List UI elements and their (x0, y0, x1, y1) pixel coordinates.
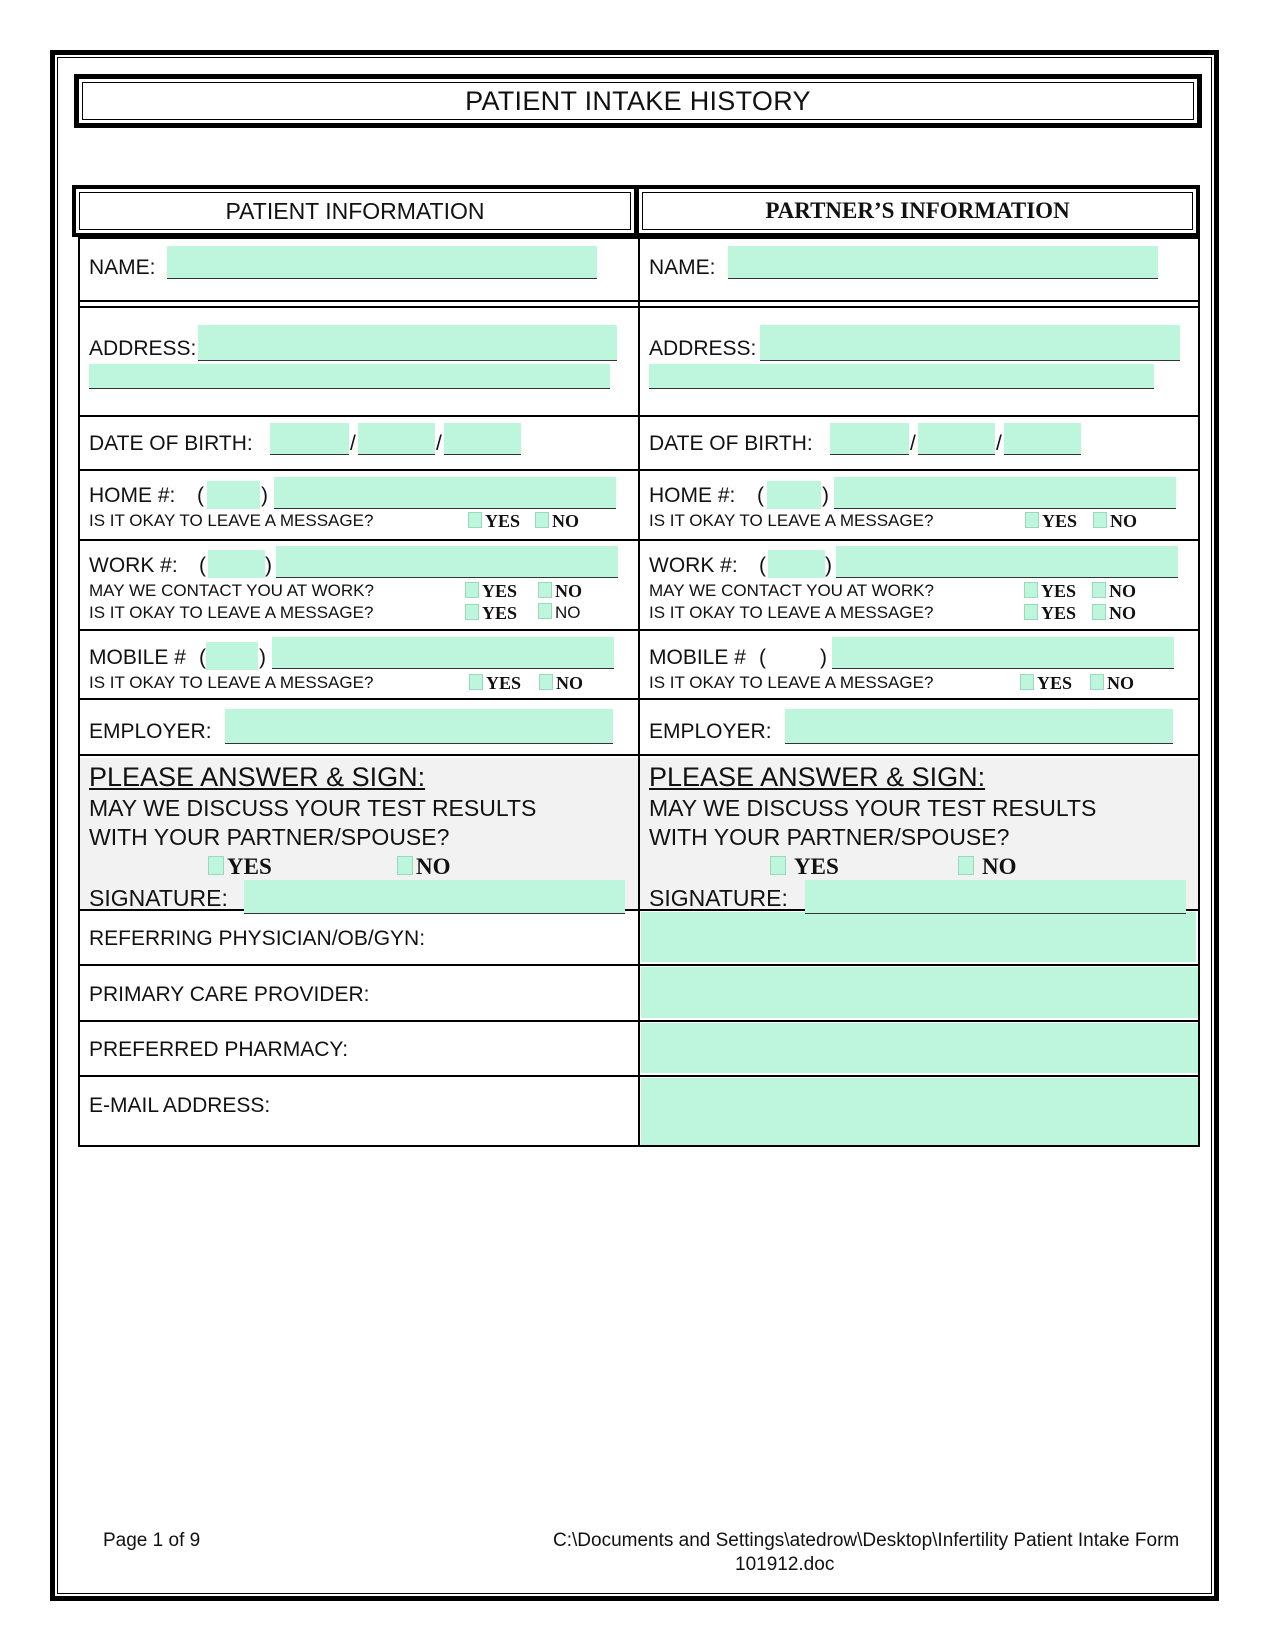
close-paren: ) (825, 554, 832, 577)
patient-address-field-2[interactable] (89, 364, 610, 389)
partner-mobile-label: MOBILE # (649, 646, 746, 669)
yes-label: YES (227, 854, 272, 879)
patient-address-label: ADDRESS: (89, 337, 197, 360)
checkbox-icon[interactable] (958, 856, 974, 875)
partner-discuss-line1: MAY WE DISCUSS YOUR TEST RESULTS (649, 795, 1097, 821)
patient-work-area-code[interactable] (208, 550, 265, 578)
patient-work-number[interactable] (276, 546, 618, 578)
partner-home-area-code[interactable] (767, 481, 821, 509)
checkbox-icon[interactable] (208, 856, 224, 875)
patient-discuss-line2: WITH YOUR PARTNER/SPOUSE? (89, 824, 450, 850)
partner-mobile-yes[interactable] (1020, 673, 1072, 694)
partner-signature-label: SIGNATURE: (649, 885, 788, 911)
checkbox-icon[interactable] (397, 856, 413, 875)
dob-separator: / (910, 432, 916, 455)
patient-contact-work-yes[interactable] (465, 581, 517, 602)
row-divider (78, 539, 1200, 541)
checkbox-icon[interactable] (468, 512, 482, 528)
partner-address-field-1[interactable] (760, 325, 1180, 361)
partner-home-no[interactable] (1093, 511, 1137, 532)
leave-message-question: IS IT OKAY TO LEAVE A MESSAGE? (89, 511, 374, 530)
patient-employer-field[interactable] (225, 709, 613, 744)
column-divider (638, 237, 640, 1147)
checkbox-icon[interactable] (1024, 604, 1038, 620)
partner-mobile-no[interactable] (1090, 673, 1134, 694)
partner-name-field[interactable] (728, 246, 1158, 279)
patient-dob-label: DATE OF BIRTH: (89, 432, 253, 455)
partner-discuss-yes[interactable] (770, 854, 839, 880)
checkbox-icon[interactable] (538, 603, 552, 619)
close-paren: ) (822, 484, 829, 507)
title-box (74, 74, 1202, 128)
partner-employer-label: EMPLOYER: (649, 720, 772, 743)
patient-home-yes[interactable] (468, 511, 520, 532)
yes-label: YES (1042, 511, 1078, 531)
yes-label: YES (1041, 603, 1077, 623)
patient-mobile-area-code[interactable] (206, 642, 258, 670)
patient-header: PATIENT INFORMATION (79, 192, 631, 230)
patient-home-label: HOME #: (89, 484, 176, 507)
patient-please-answer: PLEASE ANSWER & SIGN: (89, 762, 426, 792)
referring-physician-label: REFERRING PHYSICIAN/OB/GYN: (89, 927, 426, 950)
patient-name-field[interactable] (167, 246, 597, 279)
open-paren: ( (759, 646, 766, 669)
patient-work-label: WORK #: (89, 554, 178, 577)
partner-discuss-no[interactable] (958, 854, 1017, 880)
patient-address-field-1[interactable] (198, 325, 617, 361)
partner-work-label: WORK #: (649, 554, 738, 577)
file-name: 101912.doc (735, 1554, 835, 1575)
row-divider (78, 300, 1200, 302)
patient-discuss-yes[interactable] (208, 854, 272, 880)
partner-signature-field[interactable] (805, 880, 1186, 914)
row-divider (78, 306, 1200, 308)
no-label: NO (1109, 603, 1136, 623)
patient-dob-day[interactable] (358, 423, 435, 455)
checkbox-icon[interactable] (535, 512, 549, 528)
open-paren: ( (197, 484, 204, 507)
no-label: NO (1109, 581, 1136, 601)
patient-signature-field[interactable] (244, 880, 625, 914)
patient-dob-month[interactable] (270, 423, 349, 455)
partner-contact-work-yes[interactable] (1024, 581, 1076, 602)
contact-work-question: MAY WE CONTACT YOU AT WORK? (89, 581, 374, 600)
page-title: PATIENT INTAKE HISTORY (82, 82, 1194, 120)
row-divider (78, 1020, 1200, 1022)
leave-message-question: IS IT OKAY TO LEAVE A MESSAGE? (649, 673, 934, 692)
patient-home-number[interactable] (274, 477, 616, 509)
checkbox-icon[interactable] (465, 582, 479, 598)
patient-work-message-no[interactable] (538, 603, 581, 623)
patient-mobile-no[interactable] (539, 673, 583, 694)
contact-work-question: MAY WE CONTACT YOU AT WORK? (649, 581, 934, 600)
leave-message-question: IS IT OKAY TO LEAVE A MESSAGE? (649, 511, 934, 530)
checkbox-icon[interactable] (1090, 674, 1104, 690)
partner-home-label: HOME #: (649, 484, 736, 507)
patient-signature-label: SIGNATURE: (89, 885, 228, 911)
primary-care-label: PRIMARY CARE PROVIDER: (89, 983, 370, 1006)
row-divider (78, 629, 1200, 631)
patient-work-message-yes[interactable] (465, 603, 517, 624)
patient-name-label: NAME: (89, 256, 156, 279)
row-divider (78, 469, 1200, 471)
open-paren: ( (199, 554, 206, 577)
partner-dob-label: DATE OF BIRTH: (649, 432, 813, 455)
yes-label: YES (485, 511, 521, 531)
patient-contact-work-no[interactable] (538, 581, 582, 602)
no-label: NO (555, 581, 582, 601)
checkbox-icon[interactable] (1092, 604, 1106, 620)
dob-separator: / (350, 432, 356, 455)
patient-discuss-line1: MAY WE DISCUSS YOUR TEST RESULTS (89, 795, 537, 821)
dob-separator: / (436, 432, 442, 455)
email-address-label: E-MAIL ADDRESS: (89, 1094, 271, 1117)
close-paren: ) (261, 484, 268, 507)
partner-home-yes[interactable] (1025, 511, 1077, 532)
row-divider (78, 754, 1200, 756)
yes-label: YES (1041, 581, 1077, 601)
no-label: NO (1107, 673, 1134, 693)
patient-mobile-yes[interactable] (469, 673, 521, 694)
checkbox-icon[interactable] (469, 674, 483, 690)
checkbox-icon[interactable] (1024, 582, 1038, 598)
no-label: NO (982, 854, 1017, 879)
partner-dob-year[interactable] (1004, 423, 1081, 455)
partner-work-area-code[interactable] (768, 550, 825, 578)
row-divider (78, 1075, 1200, 1077)
close-paren: ) (265, 554, 272, 577)
partner-header-box (635, 185, 1200, 237)
close-paren: ) (820, 646, 827, 669)
open-paren: ( (759, 554, 766, 577)
referring-physician-field[interactable] (641, 912, 1196, 962)
no-label: NO (556, 673, 583, 693)
open-paren: ( (757, 484, 764, 507)
preferred-pharmacy-label: PREFERRED PHARMACY: (89, 1038, 349, 1061)
checkbox-icon[interactable] (538, 582, 552, 598)
partner-please-answer: PLEASE ANSWER & SIGN: (649, 762, 986, 792)
no-label: NO (416, 854, 451, 879)
row-divider (78, 415, 1200, 417)
partner-discuss-line2: WITH YOUR PARTNER/SPOUSE? (649, 824, 1010, 850)
checkbox-icon[interactable] (539, 674, 553, 690)
patient-dob-year[interactable] (444, 423, 521, 455)
primary-care-field[interactable] (641, 967, 1198, 1018)
patient-employer-label: EMPLOYER: (89, 720, 212, 743)
file-path: C:\Documents and Settings\atedrow\Desktop\Infertility Patient Intake Form (553, 1530, 1180, 1551)
yes-label: YES (482, 581, 518, 601)
yes-label: YES (794, 854, 839, 879)
checkbox-icon[interactable] (1020, 674, 1034, 690)
dob-separator: / (996, 432, 1002, 455)
partner-mobile-number[interactable] (832, 637, 1174, 669)
partner-employer-field[interactable] (785, 709, 1173, 744)
yes-label: YES (482, 603, 518, 623)
partner-dob-month[interactable] (830, 423, 909, 455)
yes-label: YES (1037, 673, 1073, 693)
yes-label: YES (486, 673, 522, 693)
partner-name-label: NAME: (649, 256, 716, 279)
partner-work-message-yes[interactable] (1024, 603, 1076, 624)
patient-discuss-no[interactable] (397, 854, 451, 880)
partner-mobile-area-code[interactable] (768, 642, 820, 670)
partner-work-number[interactable] (836, 546, 1178, 578)
patient-mobile-label: MOBILE # (89, 646, 186, 669)
checkbox-icon[interactable] (1093, 512, 1107, 528)
no-label: NO (1110, 511, 1137, 531)
preferred-pharmacy-field[interactable] (641, 1023, 1198, 1073)
leave-message-question: IS IT OKAY TO LEAVE A MESSAGE? (89, 603, 374, 622)
row-divider (78, 698, 1200, 700)
no-label: NO (555, 603, 581, 622)
partner-header: PARTNER’S INFORMATION (642, 192, 1193, 230)
patient-mobile-number[interactable] (272, 637, 614, 669)
partner-home-number[interactable] (834, 477, 1176, 509)
partner-work-message-no[interactable] (1092, 603, 1136, 624)
checkbox-icon[interactable] (1025, 512, 1039, 528)
close-paren: ) (259, 646, 266, 669)
leave-message-question: IS IT OKAY TO LEAVE A MESSAGE? (89, 673, 374, 692)
checkbox-icon[interactable] (1092, 582, 1106, 598)
partner-contact-work-no[interactable] (1092, 581, 1136, 602)
row-divider (78, 964, 1200, 966)
leave-message-question: IS IT OKAY TO LEAVE A MESSAGE? (649, 603, 934, 622)
partner-address-field-2[interactable] (649, 364, 1154, 389)
page-number: Page 1 of 9 (103, 1530, 201, 1551)
no-label: NO (552, 511, 579, 531)
partner-dob-day[interactable] (918, 423, 995, 455)
patient-header-box (72, 185, 638, 237)
patient-home-no[interactable] (535, 511, 579, 532)
email-address-field[interactable] (641, 1078, 1198, 1145)
partner-address-label: ADDRESS: (649, 337, 757, 360)
checkbox-icon[interactable] (770, 856, 786, 875)
patient-home-area-code[interactable] (207, 481, 260, 509)
checkbox-icon[interactable] (465, 604, 479, 620)
open-paren: ( (199, 646, 206, 669)
